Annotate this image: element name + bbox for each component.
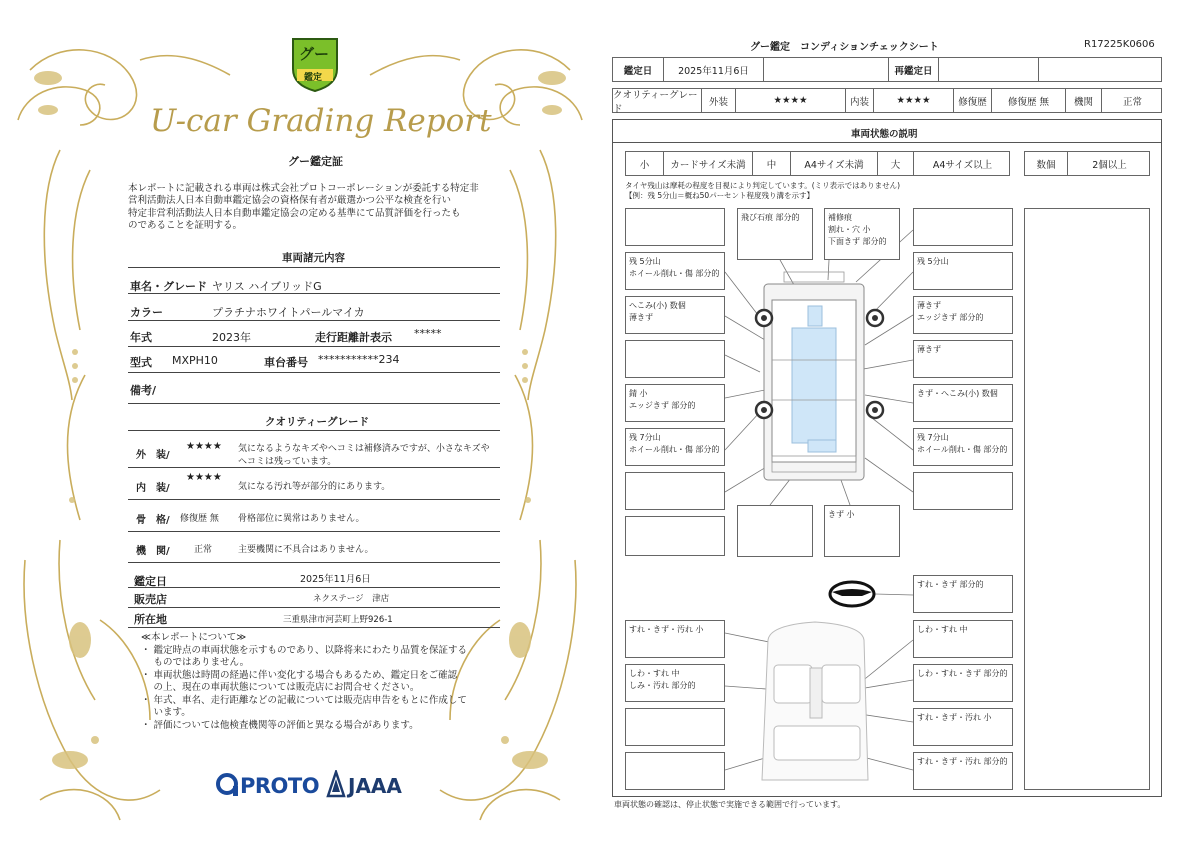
ext-box-right-front: 薄きず エッジきず 部分的 xyxy=(913,296,1013,334)
spec-heading: 車両諸元内容 xyxy=(282,252,345,264)
int-box-left-3 xyxy=(625,708,725,746)
ext-box-right-rear: きず・へこみ(小) 数個 xyxy=(913,384,1013,422)
int-box-left-2: しわ・すれ 中 しみ・汚れ 部分的 xyxy=(625,664,725,702)
script-title: U-car Grading Report xyxy=(150,103,492,139)
ext-box-bottom-far-left xyxy=(625,516,725,556)
jaaa-mark-icon xyxy=(326,770,346,798)
proto-mark-icon xyxy=(216,772,240,798)
ext-box-top-center: 飛び石痕 部分的 xyxy=(737,208,813,260)
sheet-footer: 車両状態の確認は、停止状態で実施できる範囲で行っています。 xyxy=(614,800,846,809)
grading-certificate: グー 鑑定 U-car Grading Report グー鑑定証 本レポートに記載される車両は株式会社プロトコーポレーションが委託する特定非 営利活動法人日本自動車鑑定協会の資格保有者が厳選かつ公平な検査を行い 特定非営利活動法人日本自動車鑑定協会の定める基準にて品質評価を行ったも のであることを証明する。 車両諸元内容 車名・グレード ヤリス ハイブリッドG カラー プラチナホワイトパールマイカ 年式 2023年 走行距離計表示 ***** 型式 MXPH10 車台番号 ***********234 備考/ クオリティーグレード 外 装/ ★★★★ 気になるようなキズやヘコミは補修済みですが、小さなキズや ヘコミは残っています。 内 装/ ★★★★ 気になる汚れ等が部分的にあります。 骨 格/ 修復歴 無 骨格部位に異常はありません。 機 関/ 正常 主要機関に不具合はありません。 鑑定日 2025年11月6日 販売店 ネクステージ 津店 所在地 三重県津市河芸町上野926-1 ≪本レポートについて≫ ・ 鑑定時点の車両状態を示すものであり、以降将来にわたり品質を保証する ものではありません。 ・ 車両状態は時間の経過に伴い変化する場合もあるため、鑑定日をご確認 の上、現在の車両状態については販売店にお問合せください。 ・ 年式、車名、走行距離などの記載については販売店申告をもとに作成して います。 ・ 評価については他検査機関等の評価と異なる場合があります。 PROTO JAAA xyxy=(0,0,600,848)
int-box-right-4: すれ・きず・汚れ 部分的 xyxy=(913,752,1013,790)
tire-note-2: 【例：残 5分山＝概ね50パーセント程度残り溝を示す】 xyxy=(625,191,815,200)
quality-row-engine: 機 関/ 正常 主要機関に不具合はありません。 xyxy=(128,532,500,563)
tire-note-1: タイヤ残山は摩耗の程度を目視により判定しています。(ミリ表示ではありません) xyxy=(625,181,901,190)
spec-row-remarks: 備考/ xyxy=(128,373,500,404)
ext-box-bottom-left xyxy=(737,505,813,557)
sheet-title: グー鑑定 コンディションチェックシート xyxy=(750,42,939,53)
ext-box-right-tire-front: 残 5分山 xyxy=(913,252,1013,290)
ext-box-top-far-right xyxy=(913,208,1013,246)
ext-box-right-mid: 薄きず xyxy=(913,340,1013,378)
spec-row-color: カラー プラチナホワイトパールマイカ xyxy=(128,294,500,321)
ext-box-top-right: 補修痕 割れ・穴 小 下面きず 部分的 xyxy=(824,208,900,260)
ext-box-right-bottom xyxy=(913,472,1013,510)
count-legend: 数個 2個以上 xyxy=(1024,151,1150,176)
spec-row-name: 車名・グレード ヤリス ハイブリッドG xyxy=(128,269,500,294)
quality-row: クオリティーグレード 外装 ★★★★ 内装 ★★★★ 修復歴 修復歴 無 機関 正常 xyxy=(612,88,1162,113)
int-box-right-3: すれ・きず・汚れ 小 xyxy=(913,708,1013,746)
car-interior-diagram xyxy=(762,622,868,780)
int-box-left-1: すれ・きず・汚れ 小 xyxy=(625,620,725,658)
spec-row-model: 型式 MXPH10 車台番号 ***********234 xyxy=(128,347,500,373)
quality-heading: クオリティーグレード xyxy=(265,416,369,428)
int-box-left-4 xyxy=(625,752,725,790)
size-legend: 小 カードサイズ未満 中 A4サイズ未満 大 A4サイズ以上 xyxy=(625,151,1010,176)
ext-box-left-mid xyxy=(625,340,725,378)
ext-box-left-tire-front: 残 5分山 ホイール削れ・傷 部分的 xyxy=(625,252,725,290)
section-title: 車両状態の説明 xyxy=(851,129,918,140)
quality-row-exterior: 外 装/ ★★★★ 気になるようなキズやヘコミは補修済みですが、小さなキズや ヘコミは残っています。 xyxy=(128,432,500,468)
steering-wheel-icon xyxy=(830,582,874,606)
redate-label: 再鑑定日 xyxy=(888,58,938,81)
spec-row-year: 年式 2023年 走行距離計表示 ***** xyxy=(128,321,500,347)
quality-row-interior: 内 装/ ★★★★ 気になる汚れ等が部分的にあります。 xyxy=(128,468,500,500)
date-value: 2025年11月6日 xyxy=(663,58,763,81)
badge-bottom-text: 鑑定 xyxy=(304,73,323,83)
sheet-code: R17225K0606 xyxy=(1084,39,1155,50)
int-box-right-2: しわ・すれ・きず 部分的 xyxy=(913,664,1013,702)
goo-kantei-badge xyxy=(287,33,343,93)
ext-box-right-tire-rear: 残 7分山 ホイール削れ・傷 部分的 xyxy=(913,428,1013,466)
int-box-right-1: しわ・すれ 中 xyxy=(913,620,1013,658)
info-row-date: 鑑定日 2025年11月6日 xyxy=(128,563,500,588)
ext-box-left-rear: 錆 小 エッジきず 部分的 xyxy=(625,384,725,422)
condition-check-sheet xyxy=(600,0,1200,848)
ext-box-left-tire-rear: 残 7分山 ホイール削れ・傷 部分的 xyxy=(625,428,725,466)
ext-box-top-left xyxy=(625,208,725,246)
info-row-address: 所在地 三重県津市河芸町上野926-1 xyxy=(128,608,500,628)
ext-box-left-front: へこみ(小) 数個 薄きず xyxy=(625,296,725,334)
quality-row-frame: 骨 格/ 修復歴 無 骨格部位に異常はありません。 xyxy=(128,500,500,532)
intro-text: 本レポートに記載される車両は株式会社プロトコーポレーションが委託する特定非 営利活動法人日本自動車鑑定協会の資格保有者が厳選かつ公平な検査を行い 特定非営利活動法人日本自動車鑑定協会の定める基準にて品質評価を行ったも のであることを証明する。 xyxy=(128,183,479,231)
date-label: 鑑定日 xyxy=(623,65,653,77)
int-box-steering: すれ・きず 部分的 xyxy=(913,575,1013,613)
report-notes: ≪本レポートについて≫ ・ 鑑定時点の車両状態を示すものであり、以降将来にわたり品質を保証する ものではありません。 ・ 車両状態は時間の経過に伴い変化する場合もあるため、鑑定日をご確認 の上、現在の車両状態については販売店にお問合せください。 ・ 年式、車名、走行距離などの記載については販売店申告をもとに作成して います。 ・ 評価については他検査機関等の評価と異なる場合があります。 xyxy=(141,632,468,731)
info-row-shop: 販売店 ネクステージ 津店 xyxy=(128,588,500,608)
ext-box-left-bottom xyxy=(625,472,725,510)
certificate-title: グー鑑定証 xyxy=(288,155,343,168)
badge-top-text: グー xyxy=(299,45,330,63)
ext-box-bottom-center: きず 小 xyxy=(824,505,900,557)
